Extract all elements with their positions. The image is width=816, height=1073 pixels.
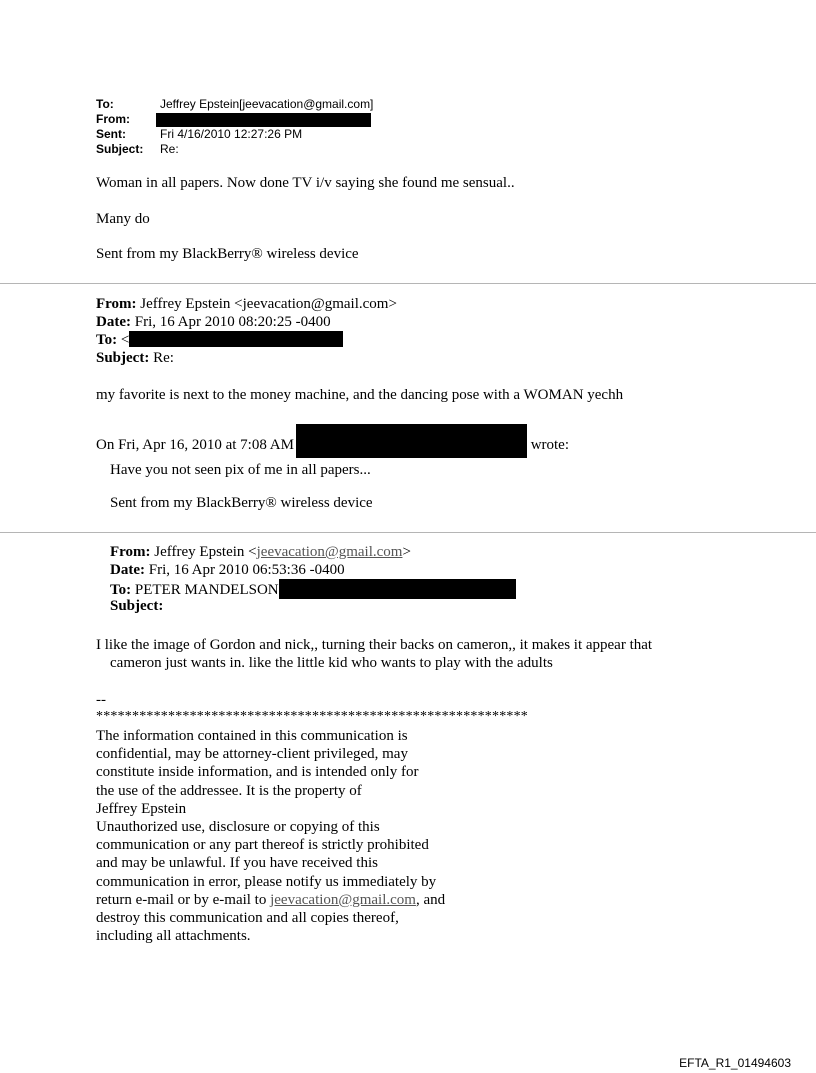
header-sent-value: Fri 4/16/2010 12:27:26 PM	[160, 127, 303, 141]
message3-date-label: Date:	[110, 562, 145, 578]
message2-date-label: Date:	[96, 314, 131, 330]
message3-subject-row	[110, 597, 516, 615]
disclaimer-line: confidential, may be attorney-client privileged, may	[96, 746, 408, 763]
header-sent-label: Sent:	[96, 127, 126, 141]
disclaimer-line: constitute inside information, and is intended only for	[96, 764, 419, 781]
message2-subject-value: Re:	[153, 350, 174, 366]
quote-intro-text: On Fri, Apr 16, 2010 at 7:08 AM	[96, 437, 294, 453]
disclaimer-email-link[interactable]: jeevacation@gmail.com	[270, 891, 416, 908]
document-id: EFTA_R1_01494603	[679, 1056, 791, 1070]
message2-to-prefix: <	[120, 332, 130, 348]
signature-stars: ************************************************************	[96, 709, 528, 724]
message2-quoted-line: Have you not seen pix of me in all papers...	[110, 462, 371, 478]
message3-to-value: PETER MANDELSON	[134, 582, 279, 598]
disclaimer-line: the use of the addressee. It is the property of	[96, 782, 362, 799]
message2-quoted-signature: Sent from my BlackBerry® wireless device	[110, 495, 373, 511]
email-header	[96, 97, 373, 157]
message2-header	[96, 295, 397, 367]
message2-body: my favorite is next to the money machine, and the dancing pose with a WOMAN yechh	[96, 387, 624, 403]
return-prefix: return e-mail or by e-mail to	[96, 891, 271, 908]
message3-header	[110, 543, 516, 615]
message3-to-label: To:	[110, 582, 132, 598]
header-from-label: From:	[96, 112, 130, 126]
disclaimer-line: Jeffrey Epstein	[96, 800, 187, 817]
message3-body-line2: cameron just wants in. like the little kid who wants to play with the adults	[110, 655, 553, 671]
disclaimer-return-line	[96, 891, 445, 909]
header-to-value: Jeffrey Epstein[jeevacation@gmail.com]	[160, 97, 374, 111]
disclaimer-line: The information contained in this communication is	[96, 728, 408, 744]
message3-subject-label: Subject:	[110, 598, 164, 614]
message3-from-email-link[interactable]: jeevacation@gmail.com	[256, 544, 403, 560]
disclaimer-block	[96, 727, 445, 945]
disclaimer-line: communication in error, please notify us immediately by	[96, 873, 437, 890]
redaction-box	[156, 113, 371, 127]
message2-to-row	[96, 331, 397, 349]
disclaimer-line: including all attachments.	[96, 928, 251, 945]
divider	[0, 532, 816, 533]
header-to-row	[96, 97, 373, 112]
message3-date-row	[110, 561, 516, 579]
message2-date-value: Fri, 16 Apr 2010 08:20:25 -0400	[134, 314, 331, 330]
disclaimer-line: communication or any part thereof is strictly prohibited	[96, 837, 429, 854]
disclaimer-line: destroy this communication and all copies thereof,	[96, 909, 399, 926]
return-suffix: , and	[415, 891, 446, 908]
header-subject-row	[96, 142, 373, 157]
message1-signature: Sent from my BlackBerry® wireless device	[96, 246, 359, 262]
message1-line2: Many do	[96, 211, 150, 227]
signature-dashes: --	[96, 692, 106, 708]
header-subject-value: Re:	[160, 142, 179, 156]
message2-subject-row	[96, 349, 397, 367]
message2-from-value: Jeffrey Epstein <jeevacation@gmail.com>	[140, 296, 397, 312]
message2-from-label: From:	[96, 296, 137, 312]
divider	[0, 283, 816, 284]
message1-line1: Woman in all papers. Now done TV i/v saying she found me sensual..	[96, 175, 515, 191]
header-sent-row	[96, 127, 373, 142]
redaction-box	[279, 579, 516, 599]
header-to-label: To:	[96, 97, 114, 111]
quote-wrote-text: wrote:	[530, 437, 570, 453]
message2-date-row	[96, 313, 397, 331]
disclaimer-line: and may be unlawful. If you have received this	[96, 855, 378, 872]
header-from-row	[96, 112, 373, 127]
message3-to-row	[110, 579, 516, 597]
message2-subject-label: Subject:	[96, 350, 150, 366]
message2-quote-intro	[96, 424, 569, 458]
disclaimer-line: Unauthorized use, disclosure or copying of this	[96, 818, 380, 835]
message3-body-line1: I like the image of Gordon and nick,, turning their backs on cameron,, it makes it appear that	[96, 637, 653, 653]
message2-to-label: To:	[96, 332, 118, 348]
header-subject-label: Subject:	[96, 142, 144, 156]
redaction-box	[296, 424, 527, 458]
message2-from-row	[96, 295, 397, 313]
message3-date-value: Fri, 16 Apr 2010 06:53:36 -0400	[148, 562, 345, 578]
message3-from-row	[110, 543, 516, 561]
message3-from-label: From:	[110, 544, 151, 560]
message3-from-close: >	[402, 544, 411, 560]
message3-from-name: Jeffrey Epstein <	[154, 544, 257, 560]
redaction-box	[129, 331, 343, 347]
